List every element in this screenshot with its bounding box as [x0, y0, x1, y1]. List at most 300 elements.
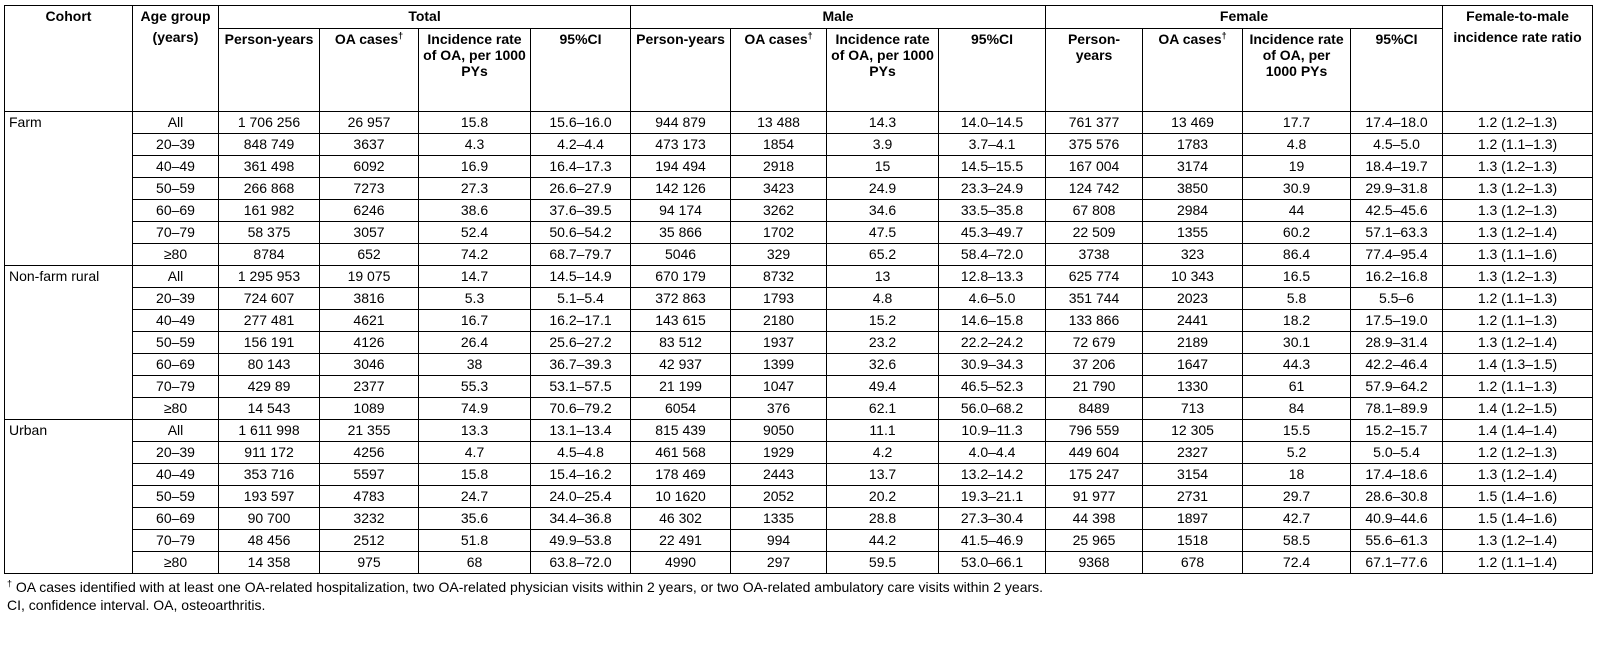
cell-total-oa-cases: 6092 — [320, 156, 419, 178]
footnote-abbreviations: CI, confidence interval. OA, osteoarthritis. — [7, 597, 266, 613]
cohort-name: Non-farm rural — [5, 266, 133, 420]
cell-female-incidence: 5.2 — [1243, 442, 1351, 464]
cell-female-person-years: 44 398 — [1046, 508, 1143, 530]
cell-female-ci: 57.1–63.3 — [1351, 222, 1443, 244]
cell-female-person-years: 72 679 — [1046, 332, 1143, 354]
cell-age-group: 50–59 — [133, 178, 219, 200]
header-total-ci: 95%CI — [531, 29, 631, 112]
cell-total-incidence: 51.8 — [419, 530, 531, 552]
header-male-ci: 95%CI — [939, 29, 1046, 112]
dagger-mark: † — [807, 30, 813, 41]
cell-female-oa-cases: 2023 — [1143, 288, 1243, 310]
cell-male-oa-cases: 13 488 — [731, 112, 827, 134]
cell-total-oa-cases: 4126 — [320, 332, 419, 354]
cell-total-incidence: 5.3 — [419, 288, 531, 310]
footnote-dagger-symbol: † — [7, 578, 13, 589]
cell-age-group: 40–49 — [133, 464, 219, 486]
cell-male-oa-cases: 1929 — [731, 442, 827, 464]
table-container — [4, 5, 1592, 614]
cell-rate-ratio: 1.3 (1.2–1.3) — [1443, 200, 1593, 222]
cell-total-person-years: 80 143 — [219, 354, 320, 376]
cell-female-incidence: 44 — [1243, 200, 1351, 222]
cell-female-ci: 42.2–46.4 — [1351, 354, 1443, 376]
cell-female-oa-cases: 713 — [1143, 398, 1243, 420]
header-ratio: Female-to-male incidence rate ratio — [1443, 6, 1593, 112]
cell-age-group: 50–59 — [133, 332, 219, 354]
cell-age-group: 60–69 — [133, 354, 219, 376]
cell-male-oa-cases: 1399 — [731, 354, 827, 376]
cell-total-oa-cases: 26 957 — [320, 112, 419, 134]
table-row — [5, 398, 1593, 420]
cell-female-ci: 55.6–61.3 — [1351, 530, 1443, 552]
cell-female-person-years: 9368 — [1046, 552, 1143, 574]
cell-total-ci: 24.0–25.4 — [531, 486, 631, 508]
footnote-dagger — [7, 578, 1592, 596]
cell-female-ci: 67.1–77.6 — [1351, 552, 1443, 574]
cell-total-ci: 13.1–13.4 — [531, 420, 631, 442]
cell-male-ci: 53.0–66.1 — [939, 552, 1046, 574]
table-row — [5, 310, 1593, 332]
header-female-person-years: Person-years — [1046, 29, 1143, 112]
cell-male-oa-cases: 329 — [731, 244, 827, 266]
cell-female-person-years: 167 004 — [1046, 156, 1143, 178]
cell-female-person-years: 22 509 — [1046, 222, 1143, 244]
cell-age-group: All — [133, 420, 219, 442]
cell-male-oa-cases: 1047 — [731, 376, 827, 398]
cell-total-ci: 68.7–79.7 — [531, 244, 631, 266]
cell-total-incidence: 14.7 — [419, 266, 531, 288]
cell-male-person-years: 4990 — [631, 552, 731, 574]
cell-female-incidence: 17.7 — [1243, 112, 1351, 134]
cell-male-incidence: 15 — [827, 156, 939, 178]
cell-total-person-years: 156 191 — [219, 332, 320, 354]
cell-female-incidence: 4.8 — [1243, 134, 1351, 156]
cell-rate-ratio: 1.3 (1.2–1.4) — [1443, 332, 1593, 354]
cell-total-oa-cases: 21 355 — [320, 420, 419, 442]
cell-female-ci: 16.2–16.8 — [1351, 266, 1443, 288]
cell-age-group: 70–79 — [133, 530, 219, 552]
cell-female-oa-cases: 2441 — [1143, 310, 1243, 332]
cell-total-incidence: 4.7 — [419, 442, 531, 464]
cell-female-incidence: 5.8 — [1243, 288, 1351, 310]
cell-total-ci: 5.1–5.4 — [531, 288, 631, 310]
table-row — [5, 486, 1593, 508]
cell-rate-ratio: 1.2 (1.1–1.3) — [1443, 310, 1593, 332]
cell-male-incidence: 13 — [827, 266, 939, 288]
cell-female-incidence: 19 — [1243, 156, 1351, 178]
cell-total-ci: 16.2–17.1 — [531, 310, 631, 332]
cell-total-person-years: 1 706 256 — [219, 112, 320, 134]
cell-female-oa-cases: 1783 — [1143, 134, 1243, 156]
cell-female-person-years: 3738 — [1046, 244, 1143, 266]
cell-total-person-years: 8784 — [219, 244, 320, 266]
cell-male-ci: 27.3–30.4 — [939, 508, 1046, 530]
cell-male-ci: 14.0–14.5 — [939, 112, 1046, 134]
cell-male-incidence: 4.8 — [827, 288, 939, 310]
cell-female-person-years: 796 559 — [1046, 420, 1143, 442]
cell-male-oa-cases: 2180 — [731, 310, 827, 332]
cell-male-person-years: 944 879 — [631, 112, 731, 134]
cell-female-oa-cases: 10 343 — [1143, 266, 1243, 288]
cell-total-person-years: 193 597 — [219, 486, 320, 508]
cell-female-person-years: 761 377 — [1046, 112, 1143, 134]
cell-total-oa-cases: 2377 — [320, 376, 419, 398]
header-male: Male — [631, 6, 1046, 29]
cell-male-oa-cases: 8732 — [731, 266, 827, 288]
cell-total-ci: 4.2–4.4 — [531, 134, 631, 156]
cell-rate-ratio: 1.3 (1.2–1.3) — [1443, 156, 1593, 178]
cell-female-ci: 17.5–19.0 — [1351, 310, 1443, 332]
cell-age-group: 20–39 — [133, 442, 219, 464]
cell-total-incidence: 15.8 — [419, 464, 531, 486]
cell-male-incidence: 14.3 — [827, 112, 939, 134]
cell-male-person-years: 35 866 — [631, 222, 731, 244]
cell-age-group: 20–39 — [133, 288, 219, 310]
cell-female-incidence: 61 — [1243, 376, 1351, 398]
cell-age-group: 60–69 — [133, 508, 219, 530]
cell-rate-ratio: 1.2 (1.1–1.3) — [1443, 376, 1593, 398]
cell-age-group: 40–49 — [133, 156, 219, 178]
cell-female-person-years: 67 808 — [1046, 200, 1143, 222]
cell-rate-ratio: 1.5 (1.4–1.6) — [1443, 508, 1593, 530]
cell-male-incidence: 47.5 — [827, 222, 939, 244]
cell-male-person-years: 143 615 — [631, 310, 731, 332]
cell-female-person-years: 175 247 — [1046, 464, 1143, 486]
cell-male-ci: 4.6–5.0 — [939, 288, 1046, 310]
header-total: Total — [219, 6, 631, 29]
cell-age-group: 70–79 — [133, 222, 219, 244]
cell-male-person-years: 42 937 — [631, 354, 731, 376]
cell-total-incidence: 13.3 — [419, 420, 531, 442]
cell-male-oa-cases: 2443 — [731, 464, 827, 486]
cell-total-person-years: 14 543 — [219, 398, 320, 420]
table-row — [5, 420, 1593, 442]
cell-female-person-years: 625 774 — [1046, 266, 1143, 288]
cell-total-incidence: 55.3 — [419, 376, 531, 398]
cell-female-ci: 18.4–19.7 — [1351, 156, 1443, 178]
table-row — [5, 508, 1593, 530]
header-female-oa-cases — [1143, 29, 1243, 112]
cell-female-person-years: 25 965 — [1046, 530, 1143, 552]
cell-male-person-years: 461 568 — [631, 442, 731, 464]
cell-total-person-years: 429 89 — [219, 376, 320, 398]
cell-total-person-years: 1 295 953 — [219, 266, 320, 288]
cell-total-ci: 36.7–39.3 — [531, 354, 631, 376]
cell-female-incidence: 60.2 — [1243, 222, 1351, 244]
cell-female-incidence: 30.1 — [1243, 332, 1351, 354]
cell-total-oa-cases: 3046 — [320, 354, 419, 376]
cell-female-oa-cases: 678 — [1143, 552, 1243, 574]
cell-female-incidence: 72.4 — [1243, 552, 1351, 574]
cell-female-ci: 15.2–15.7 — [1351, 420, 1443, 442]
table-header — [5, 6, 1593, 112]
table-row — [5, 376, 1593, 398]
cell-total-oa-cases: 19 075 — [320, 266, 419, 288]
cell-female-incidence: 86.4 — [1243, 244, 1351, 266]
cell-female-incidence: 16.5 — [1243, 266, 1351, 288]
cell-female-person-years: 375 576 — [1046, 134, 1143, 156]
cell-female-ci: 17.4–18.0 — [1351, 112, 1443, 134]
cell-male-person-years: 670 179 — [631, 266, 731, 288]
cell-female-oa-cases: 1355 — [1143, 222, 1243, 244]
cell-female-person-years: 91 977 — [1046, 486, 1143, 508]
cell-age-group: All — [133, 112, 219, 134]
table-row — [5, 464, 1593, 486]
cell-female-oa-cases: 1330 — [1143, 376, 1243, 398]
cell-female-oa-cases: 13 469 — [1143, 112, 1243, 134]
cell-total-person-years: 58 375 — [219, 222, 320, 244]
header-male-incidence: Incidence rate of OA, per 1000 PYs — [827, 29, 939, 112]
table-row — [5, 266, 1593, 288]
header-female: Female — [1046, 6, 1443, 29]
cell-male-oa-cases: 1854 — [731, 134, 827, 156]
cell-female-oa-cases: 1647 — [1143, 354, 1243, 376]
cell-male-incidence: 49.4 — [827, 376, 939, 398]
cell-female-incidence: 44.3 — [1243, 354, 1351, 376]
cell-male-person-years: 83 512 — [631, 332, 731, 354]
cell-male-oa-cases: 1793 — [731, 288, 827, 310]
cell-total-ci: 37.6–39.5 — [531, 200, 631, 222]
cell-male-incidence: 15.2 — [827, 310, 939, 332]
cell-total-person-years: 361 498 — [219, 156, 320, 178]
cell-male-ci: 41.5–46.9 — [939, 530, 1046, 552]
table-row — [5, 178, 1593, 200]
cell-female-oa-cases: 1897 — [1143, 508, 1243, 530]
cell-male-oa-cases: 2052 — [731, 486, 827, 508]
cell-total-oa-cases: 1089 — [320, 398, 419, 420]
cell-male-person-years: 6054 — [631, 398, 731, 420]
cell-total-incidence: 38 — [419, 354, 531, 376]
table-row — [5, 112, 1593, 134]
header-female-incidence: Incidence rate of OA, per 1000 PYs — [1243, 29, 1351, 112]
cell-total-ci: 15.4–16.2 — [531, 464, 631, 486]
cell-age-group: All — [133, 266, 219, 288]
cell-male-incidence: 44.2 — [827, 530, 939, 552]
cell-male-oa-cases: 3262 — [731, 200, 827, 222]
cell-male-oa-cases: 1702 — [731, 222, 827, 244]
cell-male-person-years: 473 173 — [631, 134, 731, 156]
cell-total-incidence: 24.7 — [419, 486, 531, 508]
cell-male-oa-cases: 376 — [731, 398, 827, 420]
cell-age-group: 70–79 — [133, 376, 219, 398]
cell-male-person-years: 372 863 — [631, 288, 731, 310]
cell-male-incidence: 11.1 — [827, 420, 939, 442]
table-row — [5, 552, 1593, 574]
cell-total-incidence: 52.4 — [419, 222, 531, 244]
cell-male-incidence: 13.7 — [827, 464, 939, 486]
cell-male-incidence: 20.2 — [827, 486, 939, 508]
header-cohort: Cohort — [5, 6, 133, 112]
cell-total-oa-cases: 4621 — [320, 310, 419, 332]
cell-male-incidence: 65.2 — [827, 244, 939, 266]
oa-cases-label: OA cases — [334, 31, 399, 47]
header-age-group: Age group (years) — [133, 6, 219, 112]
cell-total-oa-cases: 3232 — [320, 508, 419, 530]
cell-male-person-years: 22 491 — [631, 530, 731, 552]
cell-male-incidence: 59.5 — [827, 552, 939, 574]
cell-male-ci: 12.8–13.3 — [939, 266, 1046, 288]
cell-total-ci: 25.6–27.2 — [531, 332, 631, 354]
cell-total-person-years: 1 611 998 — [219, 420, 320, 442]
cell-male-person-years: 815 439 — [631, 420, 731, 442]
cell-age-group: 60–69 — [133, 200, 219, 222]
cell-rate-ratio: 1.2 (1.2–1.3) — [1443, 442, 1593, 464]
cell-female-ci: 28.9–31.4 — [1351, 332, 1443, 354]
dagger-mark: † — [1221, 30, 1227, 41]
cell-female-oa-cases: 2731 — [1143, 486, 1243, 508]
cell-female-ci: 40.9–44.6 — [1351, 508, 1443, 530]
cell-male-ci: 4.0–4.4 — [939, 442, 1046, 464]
cell-male-oa-cases: 2918 — [731, 156, 827, 178]
cell-female-person-years: 449 604 — [1046, 442, 1143, 464]
cell-female-person-years: 351 744 — [1046, 288, 1143, 310]
cell-total-oa-cases: 5597 — [320, 464, 419, 486]
cell-rate-ratio: 1.3 (1.2–1.4) — [1443, 222, 1593, 244]
table-body — [5, 112, 1593, 574]
table-row — [5, 222, 1593, 244]
cell-male-person-years: 46 302 — [631, 508, 731, 530]
cell-female-incidence: 18.2 — [1243, 310, 1351, 332]
cell-male-ci: 14.6–15.8 — [939, 310, 1046, 332]
cell-age-group: ≥80 — [133, 244, 219, 266]
cell-male-ci: 22.2–24.2 — [939, 332, 1046, 354]
cell-total-person-years: 848 749 — [219, 134, 320, 156]
cell-male-ci: 33.5–35.8 — [939, 200, 1046, 222]
cell-male-oa-cases: 1937 — [731, 332, 827, 354]
cell-total-ci: 26.6–27.9 — [531, 178, 631, 200]
cell-total-person-years: 90 700 — [219, 508, 320, 530]
cell-total-incidence: 74.9 — [419, 398, 531, 420]
cell-female-ci: 42.5–45.6 — [1351, 200, 1443, 222]
cell-female-ci: 5.5–6 — [1351, 288, 1443, 310]
cell-total-ci: 4.5–4.8 — [531, 442, 631, 464]
cell-total-ci: 70.6–79.2 — [531, 398, 631, 420]
cell-total-ci: 15.6–16.0 — [531, 112, 631, 134]
cell-total-oa-cases: 3816 — [320, 288, 419, 310]
cell-total-person-years: 48 456 — [219, 530, 320, 552]
cell-female-incidence: 30.9 — [1243, 178, 1351, 200]
cell-female-ci: 29.9–31.8 — [1351, 178, 1443, 200]
cell-female-ci: 57.9–64.2 — [1351, 376, 1443, 398]
cell-male-ci: 19.3–21.1 — [939, 486, 1046, 508]
table-row — [5, 530, 1593, 552]
cell-female-oa-cases: 2189 — [1143, 332, 1243, 354]
cell-rate-ratio: 1.3 (1.2–1.4) — [1443, 530, 1593, 552]
cell-male-ci: 58.4–72.0 — [939, 244, 1046, 266]
table-row — [5, 134, 1593, 156]
cell-rate-ratio: 1.4 (1.4–1.4) — [1443, 420, 1593, 442]
cell-rate-ratio: 1.5 (1.4–1.6) — [1443, 486, 1593, 508]
cell-male-ci: 56.0–68.2 — [939, 398, 1046, 420]
cell-age-group: ≥80 — [133, 552, 219, 574]
header-total-person-years: Person-years — [219, 29, 320, 112]
cell-male-ci: 45.3–49.7 — [939, 222, 1046, 244]
dagger-mark: † — [398, 30, 404, 41]
cell-female-ci: 28.6–30.8 — [1351, 486, 1443, 508]
cell-total-incidence: 27.3 — [419, 178, 531, 200]
cell-total-incidence: 15.8 — [419, 112, 531, 134]
cell-female-incidence: 58.5 — [1243, 530, 1351, 552]
cell-male-person-years: 21 199 — [631, 376, 731, 398]
cell-female-incidence: 84 — [1243, 398, 1351, 420]
cell-male-oa-cases: 994 — [731, 530, 827, 552]
cell-total-incidence: 16.9 — [419, 156, 531, 178]
cell-male-incidence: 3.9 — [827, 134, 939, 156]
cell-female-incidence: 18 — [1243, 464, 1351, 486]
header-total-incidence: Incidence rate of OA, per 1000 PYs — [419, 29, 531, 112]
cell-male-person-years: 178 469 — [631, 464, 731, 486]
cell-male-incidence: 4.2 — [827, 442, 939, 464]
table-row — [5, 244, 1593, 266]
cell-female-incidence: 15.5 — [1243, 420, 1351, 442]
footnotes — [4, 578, 1592, 614]
cell-total-ci: 16.4–17.3 — [531, 156, 631, 178]
cell-rate-ratio: 1.2 (1.2–1.3) — [1443, 112, 1593, 134]
table-row — [5, 442, 1593, 464]
cell-female-ci: 77.4–95.4 — [1351, 244, 1443, 266]
cell-male-person-years: 142 126 — [631, 178, 731, 200]
cell-female-ci: 4.5–5.0 — [1351, 134, 1443, 156]
cell-total-person-years: 14 358 — [219, 552, 320, 574]
cell-total-oa-cases: 2512 — [320, 530, 419, 552]
cell-rate-ratio: 1.2 (1.1–1.3) — [1443, 134, 1593, 156]
cell-female-oa-cases: 323 — [1143, 244, 1243, 266]
cell-female-oa-cases: 3174 — [1143, 156, 1243, 178]
cell-rate-ratio: 1.4 (1.2–1.5) — [1443, 398, 1593, 420]
cell-total-person-years: 161 982 — [219, 200, 320, 222]
cell-male-ci: 46.5–52.3 — [939, 376, 1046, 398]
cell-female-oa-cases: 2984 — [1143, 200, 1243, 222]
cell-male-person-years: 94 174 — [631, 200, 731, 222]
cell-male-incidence: 32.6 — [827, 354, 939, 376]
cell-age-group: 20–39 — [133, 134, 219, 156]
cell-female-person-years: 21 790 — [1046, 376, 1143, 398]
oa-cases-label: OA cases — [744, 31, 808, 47]
cell-total-person-years: 724 607 — [219, 288, 320, 310]
cell-total-incidence: 68 — [419, 552, 531, 574]
cell-total-oa-cases: 3057 — [320, 222, 419, 244]
cell-age-group: 40–49 — [133, 310, 219, 332]
cell-total-incidence: 74.2 — [419, 244, 531, 266]
table-row — [5, 332, 1593, 354]
cell-total-person-years: 911 172 — [219, 442, 320, 464]
cell-total-incidence: 16.7 — [419, 310, 531, 332]
header-female-ci: 95%CI — [1351, 29, 1443, 112]
cell-male-ci: 23.3–24.9 — [939, 178, 1046, 200]
cell-total-person-years: 353 716 — [219, 464, 320, 486]
header-male-person-years: Person-years — [631, 29, 731, 112]
cell-total-oa-cases: 4256 — [320, 442, 419, 464]
cell-total-incidence: 38.6 — [419, 200, 531, 222]
cell-female-oa-cases: 3850 — [1143, 178, 1243, 200]
cell-total-ci: 14.5–14.9 — [531, 266, 631, 288]
cell-female-person-years: 133 866 — [1046, 310, 1143, 332]
cell-male-ci: 10.9–11.3 — [939, 420, 1046, 442]
cell-total-person-years: 277 481 — [219, 310, 320, 332]
cell-male-ci: 3.7–4.1 — [939, 134, 1046, 156]
table-row — [5, 354, 1593, 376]
cell-total-incidence: 26.4 — [419, 332, 531, 354]
header-total-oa-cases — [320, 29, 419, 112]
cell-female-ci: 17.4–18.6 — [1351, 464, 1443, 486]
cell-total-ci: 53.1–57.5 — [531, 376, 631, 398]
cohort-name: Urban — [5, 420, 133, 574]
cell-male-incidence: 62.1 — [827, 398, 939, 420]
cell-male-incidence: 34.6 — [827, 200, 939, 222]
cell-male-person-years: 10 1620 — [631, 486, 731, 508]
cell-rate-ratio: 1.4 (1.3–1.5) — [1443, 354, 1593, 376]
cell-female-oa-cases: 12 305 — [1143, 420, 1243, 442]
